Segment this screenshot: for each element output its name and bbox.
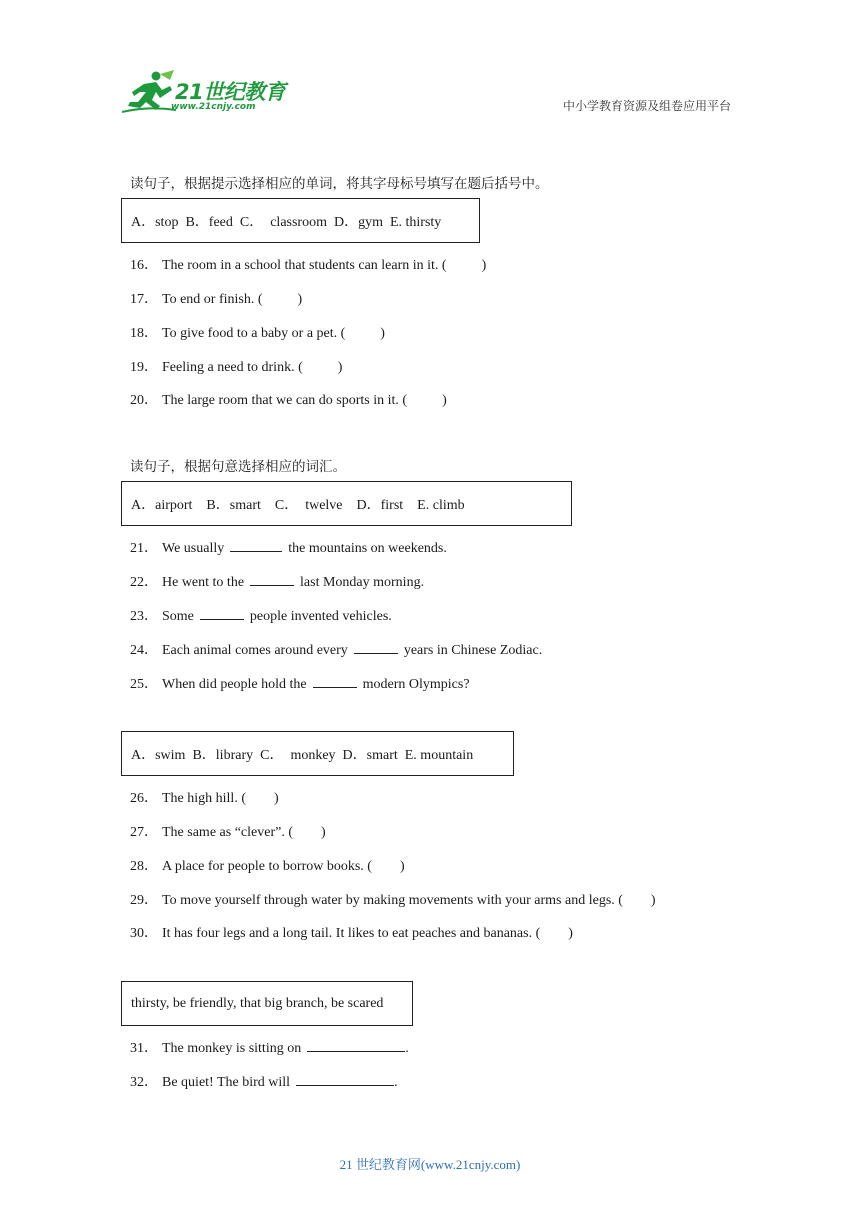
question-21: 21． We usually the mountains on weekends.: [130, 541, 447, 556]
runner-logo-icon: [122, 70, 178, 116]
question-22: 22． He went to the last Monday morning.: [130, 575, 425, 590]
section-1-instruction: 读句子，根据提示选择相应的单词，将其字母标号填写在题后括号中。: [130, 176, 549, 192]
section-4-word-box: thirsty, be friendly, that big branch, be scared: [121, 981, 413, 1026]
answer-blank[interactable]: [250, 573, 294, 586]
question-17: 17． To end or finish. ( ): [130, 292, 303, 307]
question-24: 24． Each animal comes around every years in Chinese Zodiac.: [130, 643, 543, 658]
page-header: [0, 0, 860, 130]
question-26: 26． The high hill. ( ): [130, 791, 279, 806]
question-25: 25． When did people hold the modern Olympics?: [130, 677, 470, 692]
answer-blank[interactable]: [296, 1073, 394, 1086]
answer-blank[interactable]: [313, 675, 357, 688]
question-18: 18． To give food to a baby or a pet. ( ): [130, 326, 385, 341]
question-32: 32． Be quiet! The bird will .: [130, 1075, 398, 1090]
question-28: 28． A place for people to borrow books. ( ): [130, 859, 405, 874]
section-3-word-box: A．swim B．library C． monkey D．smart E. mountain: [121, 731, 514, 776]
logo-title: 21世纪教育: [175, 80, 286, 104]
question-27: 27． The same as “clever”. ( ): [130, 825, 326, 840]
section-1-word-box: A．stop B．feed C． classroom D．gym E. thirsty: [121, 198, 480, 243]
question-19: 19． Feeling a need to drink. ( ): [130, 360, 343, 375]
question-30: 30． It has four legs and a long tail. It likes to eat peaches and bananas. ( ): [130, 926, 573, 941]
section-2-word-box: A．airport B．smart C． twelve D．first E. climb: [121, 481, 572, 526]
question-16: 16． The room in a school that students can learn in it. ( ): [130, 258, 487, 273]
answer-blank[interactable]: [307, 1039, 405, 1052]
header-tagline: 中小学教育资源及组卷应用平台: [562, 99, 731, 113]
section-2-instruction: 读句子，根据句意选择相应的词汇。: [130, 459, 346, 475]
logo: [122, 70, 292, 116]
answer-blank[interactable]: [230, 539, 282, 552]
question-23: 23． Some people invented vehicles.: [130, 609, 392, 624]
answer-blank[interactable]: [200, 607, 244, 620]
answer-blank[interactable]: [354, 641, 398, 654]
question-29: 29． To move yourself through water by making movements with your arms and legs. ( ): [130, 893, 656, 908]
page-footer: 21 世纪教育网(www.21cnjy.com): [339, 1157, 521, 1172]
logo-url: www.21cnjy.com: [171, 102, 256, 112]
question-31: 31． The monkey is sitting on .: [130, 1041, 409, 1056]
question-20: 20． The large room that we can do sports in it. ( ): [130, 393, 447, 408]
